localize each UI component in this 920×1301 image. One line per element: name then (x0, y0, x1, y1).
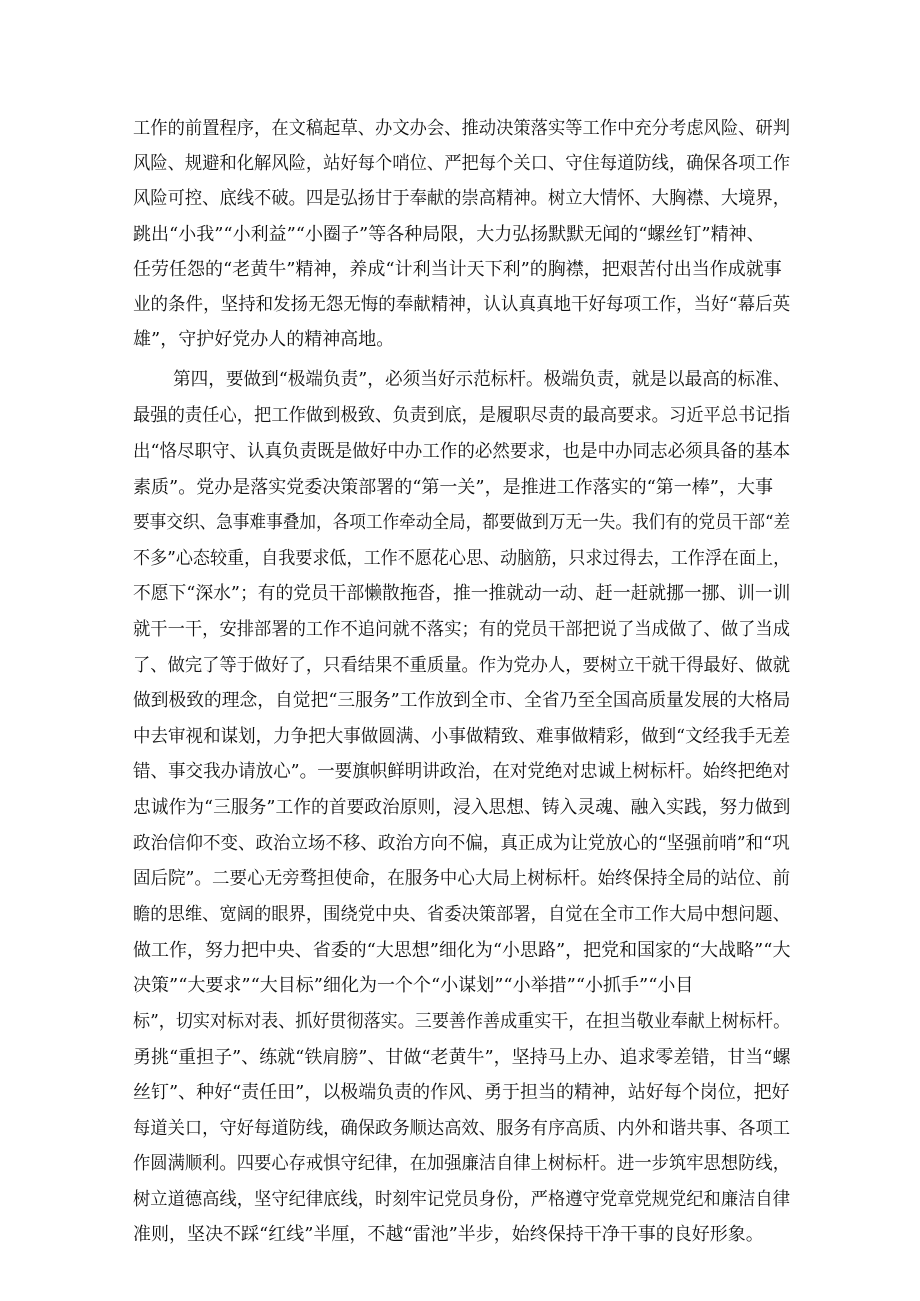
paragraph-2-line: 忠诚作为“三服务”工作的首要政治原则，浸入思想、铸入灵魂、融入实践，努力做到 (133, 797, 791, 818)
paragraph-2-line: 树立道德高线，坚守纪律底线，时刻牢记党员身份，严格遵守党章党规党纪和廉洁自律 (133, 1189, 790, 1210)
paragraph-2-line: 政治信仰不变、政治立场不移、政治方向不偏，真正成为让党放心的“坚强前哨”和“巩 (133, 833, 790, 854)
paragraph-2-line: 第四，要做到“极端负责”，必须当好示范标杆。极端负责，就是以最高的标准、 (173, 369, 791, 390)
paragraph-1-line: 雄”，守护好党办人的精神高地。 (133, 329, 395, 350)
paragraph-1-line: 任劳任怨的“老黄牛”精神，养成“计利当计天下利”的胸襟，把艰苦付出当作成就事 (133, 259, 782, 280)
paragraph-2-line: 不愿下“深水”；有的党员干部懒散拖沓，推一推就动一动、赶一赶就挪一挪、训一训 (133, 583, 791, 604)
paragraph-2-line: 每道关口，守好每道防线，确保政务顺达高效、服务有序高质、内外和谐共事、各项工 (133, 1118, 790, 1139)
paragraph-2-line: 错、事交我办请放心”。一要旗帜鲜明讲政治，在对党绝对忠诚上树标杆。始终把绝对 (133, 761, 791, 782)
paragraph-2-line: 要事交织、急事难事叠加，各项工作牵动全局，都要做到万无一失。我们有的党员干部“差 (133, 512, 791, 533)
paragraph-2-line: 丝钉”、种好“责任田”，以极端负责的作风、勇于担当的精神，站好每个岗位，把好 (133, 1082, 790, 1103)
paragraph-2-line: 作圆满顺利。四要心存戒惧守纪律，在加强廉洁自律上树标杆。进一步筑牢思想防线， (133, 1153, 790, 1174)
paragraph-2-line: 素质”。党办是落实党委决策部署的“第一关”，是推进工作落实的“第一棒”，大事 (133, 477, 774, 498)
paragraph-2-line: 了、做完了等于做好了，只看结果不重质量。作为党办人，要树立干就干得最好、做就 (133, 655, 790, 676)
paragraph-2-line: 瞻的思维、宽阔的眼界，围绕党中央、省委决策部署，自觉在全市工作大局中想问题、 (133, 904, 790, 925)
paragraph-1-line: 跳出“小我”“小利益”“小圈子”等各种局限，大力弘扬默默无闻的“螺丝钉”精神、 (133, 224, 765, 245)
paragraph-2-line: 做工作，努力把中央、省委的“大思想”细化为“小思路”，把党和国家的“大战略”“大 (133, 940, 791, 961)
paragraph-1-line: 工作的前置程序，在文稿起草、办文办会、推动决策落实等工作中充分考虑风险、研判 (133, 118, 790, 139)
paragraph-2-line: 准则，坚决不踩“红线”半厘，不越“雷池”半步，始终保持干净干事的良好形象。 (133, 1224, 764, 1245)
paragraph-2-line: 决策”“大要求”“大目标”细化为一个个“小谋划”“小举措”“小抓手”“小目 (133, 975, 694, 996)
paragraph-2-line: 最强的责任心，把工作做到极致、负责到底，是履职尽责的最高要求。习近平总书记指 (133, 405, 790, 426)
paragraph-1-line: 业的条件，坚持和发扬无怨无悔的奉献精神，认认真真地干好每项工作，当好“幕后英 (133, 294, 791, 315)
paragraph-2-line: 勇挑“重担子”、练就“铁肩膀”、甘做“老黄牛”，坚持马上办、追求零差错，甘当“螺 (133, 1047, 791, 1068)
paragraph-2-line: 中去审视和谋划，力争把大事做圆满、小事做精致、难事做精彩，做到“文经我手无差 (133, 726, 791, 747)
paragraph-1-line: 风险可控、底线不破。四是弘扬甘于奉献的崇高精神。树立大情怀、大胸襟、大境界， (133, 188, 790, 209)
paragraph-2-line: 出“恪尽职守、认真负责既是做好中办工作的必然要求，也是中办同志必须具备的基本 (133, 441, 791, 462)
paragraph-1-line: 风险、规避和化解风险，站好每个哨位、严把每个关口、守住每道防线，确保各项工作 (133, 153, 790, 174)
paragraph-2-line: 不多”心态较重，自我要求低，工作不愿花心思、动脑筋，只求过得去，工作浮在面上， (133, 548, 791, 569)
paragraph-2-line: 就干一干，安排部署的工作不追问就不落实；有的党员干部把说了当成做了、做了当成 (133, 619, 790, 640)
paragraph-2-line: 做到极致的理念，自觉把“三服务”工作放到全市、全省乃至全国高质量发展的大格局 (133, 690, 791, 711)
paragraph-2-line: 固后院”。二要心无旁骛担使命，在服务中心大局上树标杆。始终保持全局的站位、前 (133, 868, 791, 889)
paragraph-2-line: 标”，切实对标对表、抓好贯彻落实。三要善作善成重实干，在担当敬业奉献上树标杆。 (133, 1011, 791, 1032)
